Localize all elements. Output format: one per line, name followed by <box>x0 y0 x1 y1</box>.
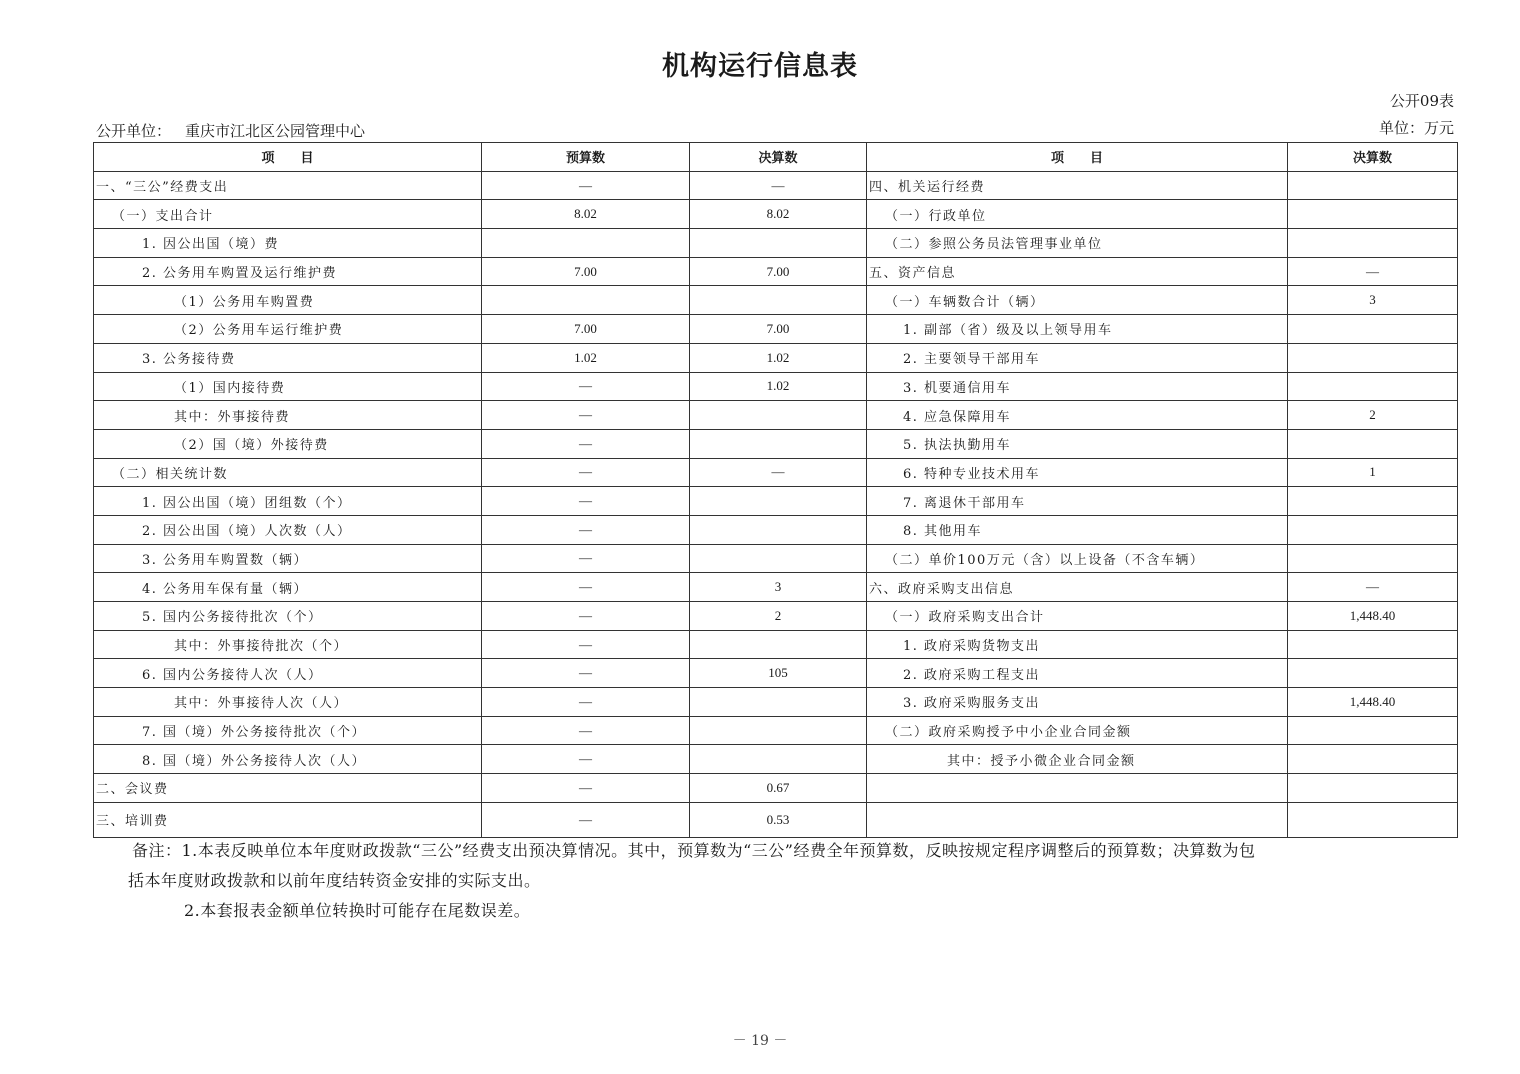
table-row <box>94 515 1458 544</box>
row-final-left <box>690 630 867 659</box>
row-final-right <box>1288 544 1458 573</box>
row-final-left <box>690 229 867 258</box>
row-item-left: 3. 公务接待费 <box>94 343 482 372</box>
row-budget: — <box>482 429 690 458</box>
row-item-left: （一）支出合计 <box>94 200 482 229</box>
row-final-right <box>1288 515 1458 544</box>
row-final-left: 8.02 <box>690 200 867 229</box>
row-budget: — <box>482 630 690 659</box>
row-budget: 8.02 <box>482 200 690 229</box>
row-item-right: 7. 离退休干部用车 <box>867 487 1288 516</box>
table-row <box>94 229 1458 258</box>
row-item-right: 2. 主要领导干部用车 <box>867 343 1288 372</box>
row-final-right <box>1288 802 1458 837</box>
table-row <box>94 315 1458 344</box>
page-number: － 19 － <box>732 1033 788 1049</box>
row-item-left: 其中：外事接待费 <box>94 401 482 430</box>
row-item-right: 6. 特种专业技术用车 <box>867 458 1288 487</box>
row-item-left: 1. 因公出国（境）费 <box>94 229 482 258</box>
header-final-right: 决算数 <box>1288 143 1458 172</box>
table-row <box>94 659 1458 688</box>
row-item-right: 2. 政府采购工程支出 <box>867 659 1288 688</box>
table-row <box>94 774 1458 803</box>
row-item-right: 四、机关运行经费 <box>867 171 1288 200</box>
row-final-left: 0.67 <box>690 774 867 803</box>
row-item-right: 其中：授予小微企业合同金额 <box>867 745 1288 774</box>
row-final-right: 3 <box>1288 286 1458 315</box>
table-row <box>94 802 1458 837</box>
table-row <box>94 573 1458 602</box>
row-item-left: 2. 因公出国（境）人次数（人） <box>94 515 482 544</box>
row-budget: — <box>482 401 690 430</box>
table-row <box>94 171 1458 200</box>
note-1-continued: 括本年度财政拨款和以前年度结转资金安排的实际支出。 <box>128 871 541 890</box>
row-final-right <box>1288 716 1458 745</box>
row-item-right: 1. 副部（省）级及以上领导用车 <box>867 315 1288 344</box>
table-row <box>94 487 1458 516</box>
row-item-right <box>867 774 1288 803</box>
row-budget: — <box>482 487 690 516</box>
row-item-left: 5. 国内公务接待批次（个） <box>94 602 482 631</box>
row-budget: — <box>482 745 690 774</box>
row-item-right: 五、资产信息 <box>867 257 1288 286</box>
row-final-left <box>690 745 867 774</box>
row-final-left: 105 <box>690 659 867 688</box>
row-final-left <box>690 544 867 573</box>
table-row <box>94 544 1458 573</box>
row-final-left: — <box>690 458 867 487</box>
table-row <box>94 716 1458 745</box>
row-final-right: 1,448.40 <box>1288 688 1458 717</box>
notes <box>128 836 1402 926</box>
row-budget: — <box>482 659 690 688</box>
row-final-left: 1.02 <box>690 372 867 401</box>
row-item-left: 1. 因公出国（境）团组数（个） <box>94 487 482 516</box>
row-budget: — <box>482 774 690 803</box>
row-item-left: 其中：外事接待人次（人） <box>94 688 482 717</box>
row-budget: — <box>482 458 690 487</box>
row-final-right <box>1288 774 1458 803</box>
row-item-left: 2. 公务用车购置及运行维护费 <box>94 257 482 286</box>
table-row <box>94 630 1458 659</box>
row-final-right <box>1288 659 1458 688</box>
operation-info-table <box>93 142 1458 838</box>
row-item-left: 3. 公务用车购置数（辆） <box>94 544 482 573</box>
row-budget: — <box>482 716 690 745</box>
row-budget: — <box>482 372 690 401</box>
row-final-left <box>690 688 867 717</box>
form-number: 公开09表 <box>1389 92 1454 110</box>
row-item-right: （二）政府采购授予中小企业合同金额 <box>867 716 1288 745</box>
row-final-right <box>1288 487 1458 516</box>
header-item-right: 项 目 <box>867 143 1288 172</box>
row-final-left <box>690 429 867 458</box>
row-final-right: 2 <box>1288 401 1458 430</box>
currency-unit: 单位：万元 <box>1378 119 1454 137</box>
row-item-right: （二）参照公务员法管理事业单位 <box>867 229 1288 258</box>
table-row <box>94 343 1458 372</box>
row-budget: — <box>482 602 690 631</box>
row-final-right <box>1288 200 1458 229</box>
row-item-right: （二）单价100万元（含）以上设备（不含车辆） <box>867 544 1288 573</box>
row-budget: 7.00 <box>482 315 690 344</box>
row-item-left: （1）国内接待费 <box>94 372 482 401</box>
row-final-right <box>1288 171 1458 200</box>
row-item-right: （一）政府采购支出合计 <box>867 602 1288 631</box>
row-final-right: 1,448.40 <box>1288 602 1458 631</box>
row-final-right: 1 <box>1288 458 1458 487</box>
row-item-left: （1）公务用车购置费 <box>94 286 482 315</box>
row-final-right <box>1288 630 1458 659</box>
row-item-right: 4. 应急保障用车 <box>867 401 1288 430</box>
row-budget: — <box>482 544 690 573</box>
row-budget: 7.00 <box>482 257 690 286</box>
header-item-left: 项 目 <box>94 143 482 172</box>
row-item-left: （2）国（境）外接待费 <box>94 429 482 458</box>
row-final-right <box>1288 343 1458 372</box>
row-final-left: 1.02 <box>690 343 867 372</box>
row-item-right: 3. 政府采购服务支出 <box>867 688 1288 717</box>
table-row <box>94 257 1458 286</box>
row-final-right <box>1288 745 1458 774</box>
row-final-left: 7.00 <box>690 315 867 344</box>
row-final-left: 2 <box>690 602 867 631</box>
row-budget: — <box>482 515 690 544</box>
table-row <box>94 401 1458 430</box>
row-item-left: 其中：外事接待批次（个） <box>94 630 482 659</box>
row-final-right <box>1288 229 1458 258</box>
header-budget: 预算数 <box>482 143 690 172</box>
row-item-left: 6. 国内公务接待人次（人） <box>94 659 482 688</box>
row-item-right: （一）车辆数合计（辆） <box>867 286 1288 315</box>
row-final-left: 7.00 <box>690 257 867 286</box>
table-row <box>94 286 1458 315</box>
row-item-right: 8. 其他用车 <box>867 515 1288 544</box>
table-body <box>94 171 1458 837</box>
row-final-left <box>690 716 867 745</box>
row-final-right <box>1288 372 1458 401</box>
row-item-right <box>867 802 1288 837</box>
row-item-left: 一、“三公”经费支出 <box>94 171 482 200</box>
row-item-left: 三、培训费 <box>94 802 482 837</box>
row-item-right: 5. 执法执勤用车 <box>867 429 1288 458</box>
table-row <box>94 688 1458 717</box>
row-final-left <box>690 401 867 430</box>
row-budget: — <box>482 573 690 602</box>
row-final-right <box>1288 429 1458 458</box>
row-final-left: 0.53 <box>690 802 867 837</box>
header-final-left: 决算数 <box>690 143 867 172</box>
row-final-left <box>690 487 867 516</box>
table-row <box>94 372 1458 401</box>
row-final-left <box>690 286 867 315</box>
row-item-left: 8. 国（境）外公务接待人次（人） <box>94 745 482 774</box>
row-final-right: — <box>1288 257 1458 286</box>
row-final-left: 3 <box>690 573 867 602</box>
row-item-right: 六、政府采购支出信息 <box>867 573 1288 602</box>
row-budget <box>482 286 690 315</box>
row-item-left: 4. 公务用车保有量（辆） <box>94 573 482 602</box>
row-item-right: 1. 政府采购货物支出 <box>867 630 1288 659</box>
row-budget: 1.02 <box>482 343 690 372</box>
row-final-left <box>690 515 867 544</box>
row-budget <box>482 229 690 258</box>
reporting-unit-label: 公开单位： <box>96 122 172 140</box>
row-item-left: 二、会议费 <box>94 774 482 803</box>
note-2: 2.本套报表金额单位转换时可能存在尾数误差。 <box>184 901 531 920</box>
table-row <box>94 429 1458 458</box>
row-budget: — <box>482 171 690 200</box>
row-budget: — <box>482 688 690 717</box>
table-row <box>94 458 1458 487</box>
table-row <box>94 200 1458 229</box>
reporting-unit <box>96 120 365 141</box>
row-item-left: （2）公务用车运行维护费 <box>94 315 482 344</box>
page-title: 机构运行信息表 <box>662 51 858 82</box>
row-final-right: — <box>1288 573 1458 602</box>
row-item-right: （一）行政单位 <box>867 200 1288 229</box>
note-1: 备注：1.本表反映单位本年度财政拨款“三公”经费支出预决算情况。其中，预算数为“三公”经费全年预算数，反映按规定程序调整后的预算数；决算数为包 <box>132 841 1256 860</box>
table-header-row <box>94 143 1458 172</box>
row-final-right <box>1288 315 1458 344</box>
row-item-left: 7. 国（境）外公务接待批次（个） <box>94 716 482 745</box>
table-row <box>94 745 1458 774</box>
row-budget: — <box>482 802 690 837</box>
row-final-left: — <box>690 171 867 200</box>
row-item-left: （二）相关统计数 <box>94 458 482 487</box>
table-row <box>94 602 1458 631</box>
reporting-unit-name: 重庆市江北区公园管理中心 <box>185 122 366 140</box>
row-item-right: 3. 机要通信用车 <box>867 372 1288 401</box>
